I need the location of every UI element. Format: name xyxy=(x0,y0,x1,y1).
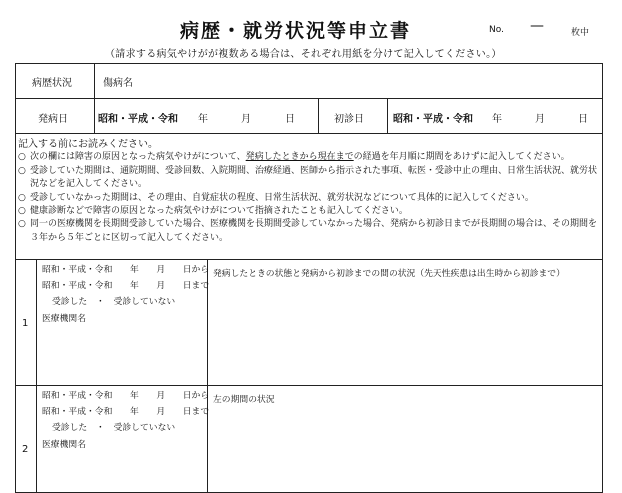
page-count-unit: 枚中 xyxy=(571,28,590,38)
disease-name-field[interactable] xyxy=(160,66,600,96)
instruction-item xyxy=(18,218,600,245)
first-visit-day-unit: 日 xyxy=(578,114,588,125)
page-number-value: — xyxy=(530,18,544,34)
circle-bullet-icon: ○ xyxy=(18,152,26,163)
onset-era-options[interactable]: 昭和・平成・令和 xyxy=(98,114,178,125)
instruction-text: 次の欄には障害の原因となった病気やけがについて、 xyxy=(30,152,246,163)
row-number: 2 xyxy=(22,444,29,455)
column-divider xyxy=(94,63,95,133)
onset-date-label: 発病日 xyxy=(38,114,68,125)
onset-day-unit: 日 xyxy=(285,114,295,125)
first-visit-era-options[interactable]: 昭和・平成・令和 xyxy=(393,114,473,125)
status-description-label: 発病したときの状態と発病から初診までの間の状況（先天性疾患は出生時から初診まで） xyxy=(213,269,565,279)
onset-year-unit: 年 xyxy=(198,114,208,125)
instruction-text: 同一の医療機関を長期間受診していた場合、医療機関を長期間受診していなかった場合、発病から初診日までが長期間の場合は、その期間を３年から５年ごとに区切って記入してください。 xyxy=(30,219,598,243)
instruction-text: 受診していなかった期間は、その理由、自覚症状の程度、日常生活状況、就労状況などについて具体的に記入してください。 xyxy=(30,192,534,203)
instructions-heading: 記入する前にお読みください。 xyxy=(18,139,158,150)
visit-status-options[interactable]: 受診した ・ 受診していない xyxy=(52,297,176,307)
instruction-text: 健康診断などで障害の原因となった病気やけがについて指摘されたことも記入してください。 xyxy=(30,206,408,217)
form-title: 病歴・就労状況等申立書 xyxy=(180,20,412,42)
first-visit-year-unit: 年 xyxy=(492,114,502,125)
period-from[interactable]: 昭和・平成・令和 年 月 日から xyxy=(42,265,210,275)
row-divider xyxy=(15,98,603,99)
instruction-item xyxy=(18,192,600,205)
instruction-text: の経過を年月順に期間をあけずに記入してください。 xyxy=(353,152,570,163)
first-visit-month-unit: 月 xyxy=(535,114,545,125)
row-number: 1 xyxy=(22,318,29,329)
visit-status-options[interactable]: 受診した ・ 受診していない xyxy=(52,423,176,433)
instruction-item xyxy=(18,151,600,164)
period-from[interactable]: 昭和・平成・令和 年 月 日から xyxy=(42,391,210,401)
circle-bullet-icon: ○ xyxy=(18,206,26,217)
instructions-section xyxy=(18,138,600,245)
row-divider xyxy=(15,259,603,260)
disease-name-label: 傷病名 xyxy=(103,78,133,89)
column-divider xyxy=(318,98,319,133)
status-description-label: 左の期間の状況 xyxy=(213,395,275,405)
instruction-emphasis: 発病したときから現在まで xyxy=(245,152,354,163)
form-subtitle: （請求する病気やけがが複数ある場合は、それぞれ用紙を分けて記入してください。） xyxy=(105,49,502,60)
period-to[interactable]: 昭和・平成・令和 年 月 日まで xyxy=(42,281,210,291)
row-divider xyxy=(15,385,603,386)
instruction-item xyxy=(18,205,600,218)
status-description-field[interactable] xyxy=(210,280,600,382)
period-to[interactable]: 昭和・平成・令和 年 月 日まで xyxy=(42,407,210,417)
medical-facility-label: 医療機関名 xyxy=(42,314,86,324)
column-divider xyxy=(387,98,388,133)
row-divider xyxy=(15,133,603,134)
onset-month-unit: 月 xyxy=(241,114,251,125)
circle-bullet-icon: ○ xyxy=(18,165,26,176)
column-divider xyxy=(36,259,37,493)
circle-bullet-icon: ○ xyxy=(18,219,26,230)
status-description-field[interactable] xyxy=(210,406,600,482)
first-visit-date-label: 初診日 xyxy=(334,114,364,125)
circle-bullet-icon: ○ xyxy=(18,192,26,203)
instruction-item xyxy=(18,165,600,192)
column-divider xyxy=(207,259,208,493)
instruction-text: 受診していた期間は、通院期間、受診回数、入院期間、治療経過、医師から指示された事項、転医・受診中止の理由、日常生活状況、就労状況などを記入してください。 xyxy=(30,165,598,190)
illness-status-label: 病歴状況 xyxy=(32,78,72,89)
medical-facility-label: 医療機関名 xyxy=(42,440,86,450)
page-number-label: No. xyxy=(489,25,504,35)
